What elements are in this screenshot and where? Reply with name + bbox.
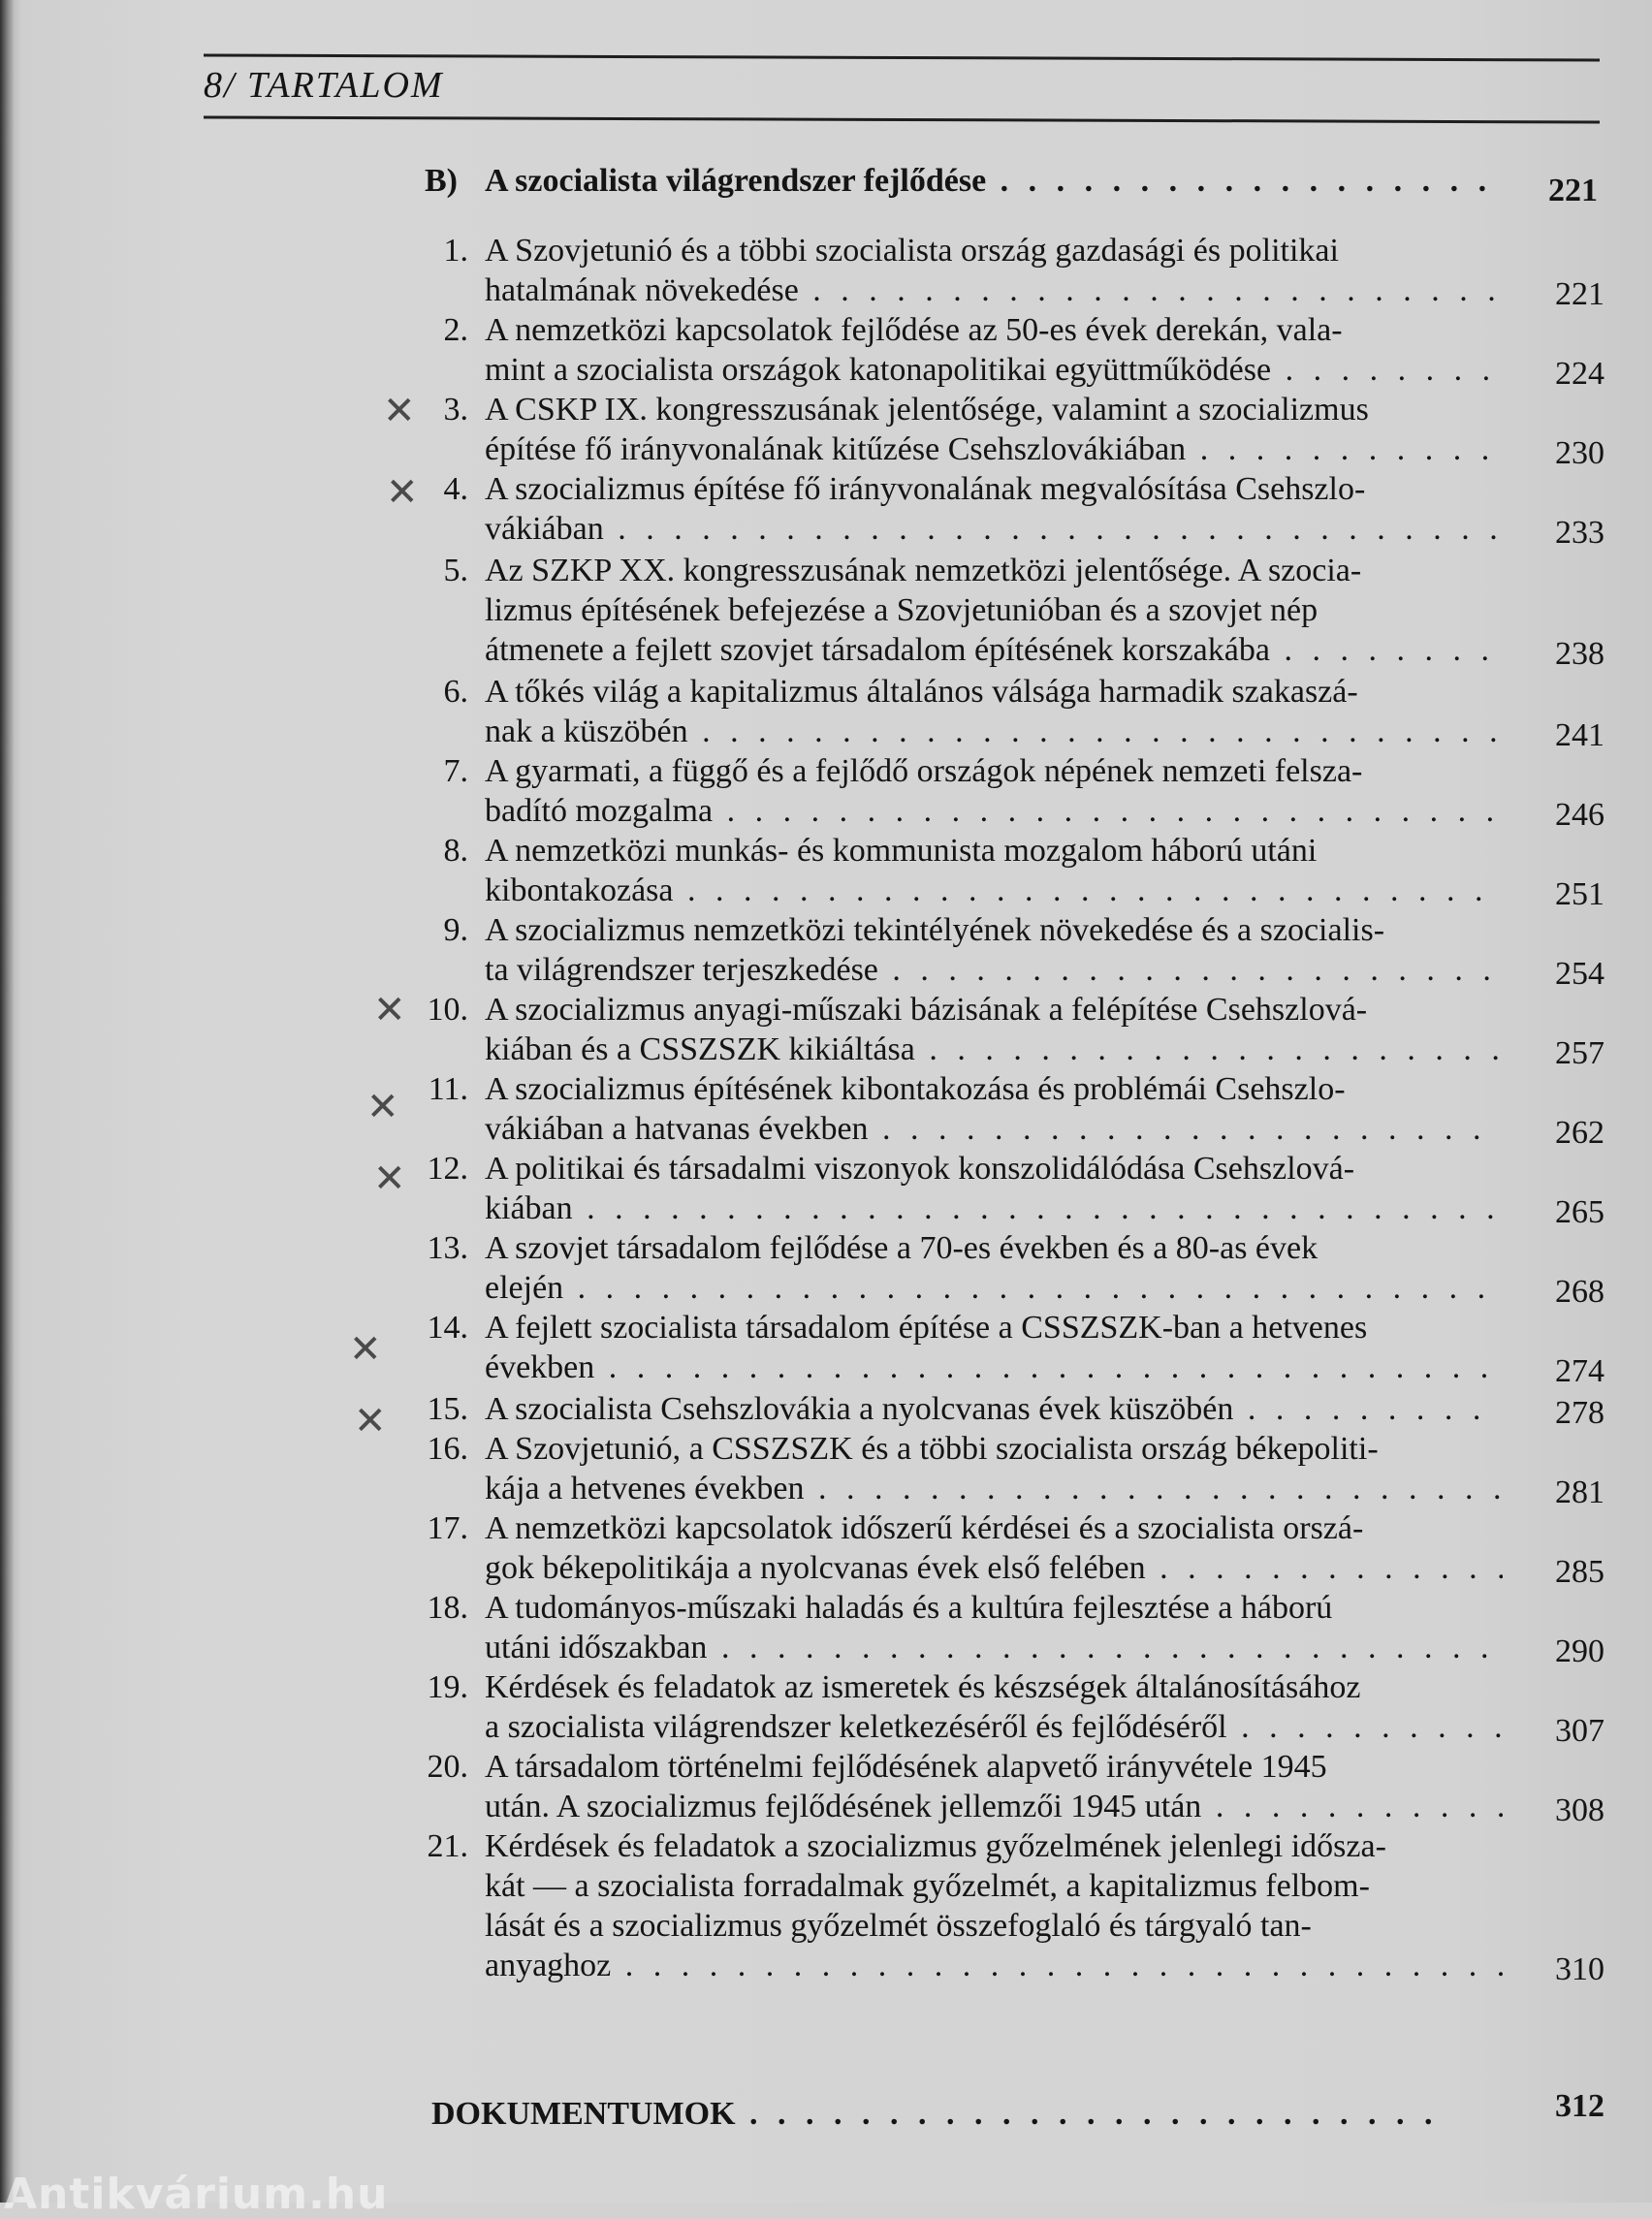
entry-title-line: anyaghoz . . . xyxy=(485,1946,1503,1985)
toc-entry xyxy=(0,469,1652,551)
entry-title xyxy=(485,1826,1503,1985)
pencil-x-mark-3: ✕ xyxy=(383,389,416,433)
entry-title-line: badító mozgalma . . . xyxy=(485,791,1503,831)
entry-title-line: hatalmának növekedése . . . xyxy=(485,270,1503,310)
entry-page-number: 221 xyxy=(1555,276,1604,312)
entry-number: 20. xyxy=(427,1749,468,1785)
entry-title-line: kiában . . . xyxy=(485,1189,1503,1228)
entry-title-line: vákiában a hatvanas években . . . xyxy=(485,1109,1503,1149)
section-page-number: 221 xyxy=(1548,173,1598,208)
entry-page-number: 241 xyxy=(1555,717,1604,753)
entry-title xyxy=(485,231,1503,310)
entry-title-line: gok békepolitikája a nyolcvanas évek első felében . . . xyxy=(485,1548,1503,1588)
book-spine-shadow xyxy=(0,0,14,2203)
entry-title xyxy=(485,1308,1503,1387)
entry-page-number: 251 xyxy=(1555,876,1604,912)
pencil-x-mark-10: ✕ xyxy=(373,988,406,1032)
pencil-x-mark-14: ✕ xyxy=(349,1327,382,1372)
section-title xyxy=(485,161,1503,201)
entry-page-number: 254 xyxy=(1555,956,1604,992)
entry-number: 13. xyxy=(427,1230,468,1266)
entry-title xyxy=(485,672,1503,751)
entry-title-line: a szocialista világrendszer keletkezéséről és fejlődéséről . . . xyxy=(485,1707,1503,1747)
entry-title-line: A Szovjetunió és a többi szocialista ország gazdasági és politikai xyxy=(485,233,1339,269)
entry-title xyxy=(485,1149,1503,1228)
toc-entry xyxy=(0,1389,1652,1431)
entry-number: 18. xyxy=(427,1590,468,1626)
entry-number: 21. xyxy=(427,1828,468,1864)
entry-number: 2. xyxy=(443,312,468,348)
entry-page-number: 246 xyxy=(1555,797,1604,833)
entry-title-line: A nemzetközi kapcsolatok fejlődése az 50-es évek derekán, vala- xyxy=(485,312,1343,348)
toc-entry xyxy=(0,1826,1652,1987)
entry-number: 8. xyxy=(443,833,468,869)
entry-page-number: 278 xyxy=(1555,1395,1604,1431)
toc-entry xyxy=(0,751,1652,833)
entry-page-number: 257 xyxy=(1555,1035,1604,1071)
entry-title xyxy=(485,1228,1503,1308)
entry-number: 7. xyxy=(443,753,468,789)
entry-title-line: A szocializmus nemzetközi tekintélyének növekedése és a szocialis- xyxy=(485,912,1385,948)
entry-title-line: kája a hetvenes években . . . xyxy=(485,1469,1503,1508)
entry-title-line: A tőkés világ a kapitalizmus általános válsága harmadik szakaszá- xyxy=(485,674,1358,710)
entry-number: 3. xyxy=(443,392,468,428)
entry-title-line: Kérdések és feladatok a szocializmus győzelmének jelenlegi idősza- xyxy=(485,1828,1386,1864)
entry-title-line: nak a küszöbén . . . xyxy=(485,712,1503,751)
entry-page-number: 233 xyxy=(1555,515,1604,551)
toc-entry xyxy=(0,1149,1652,1230)
running-header: 8/ TARTALOM xyxy=(204,65,444,106)
entry-title-line: A nemzetközi munkás- és kommunista mozgalom háború utáni xyxy=(485,833,1318,869)
entry-page-number: 238 xyxy=(1555,636,1604,672)
entry-page-number: 265 xyxy=(1555,1194,1604,1230)
toc-entry xyxy=(0,310,1652,392)
entry-title xyxy=(485,1667,1503,1747)
entry-number: 9. xyxy=(443,912,468,948)
entry-number: 19. xyxy=(427,1669,468,1705)
entry-title-line: A társadalom történelmi fejlődésének alapvető irányvétele 1945 xyxy=(485,1749,1327,1785)
entry-title xyxy=(485,551,1503,670)
entry-title-line: átmenete a fejlett szovjet társadalom építésének korszakába . . . xyxy=(485,630,1503,670)
entry-title xyxy=(485,990,1503,1069)
entry-number: 1. xyxy=(443,233,468,269)
entry-title xyxy=(485,751,1503,831)
toc-entry xyxy=(0,231,1652,312)
section-heading xyxy=(0,161,1652,208)
toc-entry xyxy=(0,1228,1652,1310)
entry-number: 15. xyxy=(427,1391,468,1427)
entry-title xyxy=(485,469,1503,549)
toc-entry xyxy=(0,1667,1652,1749)
header-rule-bottom xyxy=(204,115,1600,123)
entry-number: 12. xyxy=(427,1151,468,1187)
toc-entry xyxy=(0,390,1652,471)
section-title-text: A szocialista világrendszer fejlődése . . . xyxy=(485,161,1503,201)
toc-entry xyxy=(0,1747,1652,1828)
entry-title xyxy=(485,831,1503,910)
entry-title-line: DOKUMENTUMOK . . . xyxy=(431,2094,1449,2134)
header-rule-top xyxy=(204,53,1600,61)
entry-number: 5. xyxy=(443,553,468,588)
entry-title-line: kiában és a CSSZSZK kikiáltása . . . xyxy=(485,1030,1503,1069)
entry-title xyxy=(485,310,1503,390)
entry-title xyxy=(485,1747,1503,1826)
entry-title-line: A CSKP IX. kongresszusának jelentősége, valamint a szocializmus xyxy=(485,392,1369,428)
toc-entry xyxy=(0,831,1652,912)
entry-title-line: A szocialista Csehszlovákia a nyolcvanas évek küszöbén . . . xyxy=(485,1389,1503,1429)
toc-entry xyxy=(0,1588,1652,1669)
toc-entry xyxy=(0,672,1652,753)
entry-title xyxy=(485,390,1503,469)
entry-title-line: utáni időszakban . . . xyxy=(485,1628,1503,1667)
entry-title-line: mint a szocialista országok katonapolitikai együttműködése . . . xyxy=(485,350,1503,390)
entry-title-line: A szovjet társadalom fejlődése a 70-es években és a 80-as évek xyxy=(485,1230,1318,1266)
entry-page-number: 310 xyxy=(1555,1951,1604,1987)
entry-title xyxy=(485,1588,1503,1667)
toc-entry xyxy=(0,1508,1652,1590)
entry-number: 17. xyxy=(427,1510,468,1546)
entry-number: 10. xyxy=(427,992,468,1028)
entry-title xyxy=(485,1389,1503,1429)
entry-title-line: A fejlett szocialista társadalom építése a CSSZSZK-ban a hetvenes xyxy=(485,1310,1368,1346)
entry-title-line: lizmus építésének befejezése a Szovjetunióban és a szovjet nép xyxy=(485,592,1318,628)
entry-page-number: 262 xyxy=(1555,1115,1604,1151)
entry-title xyxy=(431,2094,1449,2134)
entry-title-line: Kérdések és feladatok az ismeretek és készségek általánosításához xyxy=(485,1669,1361,1705)
entry-title-line: kibontakozása . . . xyxy=(485,871,1503,910)
toc-entry xyxy=(0,1429,1652,1510)
entry-title-line: ta világrendszer terjeszkedése . . . xyxy=(485,950,1503,990)
entry-title-line: A Szovjetunió, a CSSZSZK és a többi szocialista ország békepoliti- xyxy=(485,1431,1379,1467)
toc-entry-dokumentumok xyxy=(0,2088,1652,2132)
entry-title-line: A gyarmati, a függő és a fejlődő országok népének nemzeti felsza- xyxy=(485,753,1363,789)
watermark: Antikvárium.hu xyxy=(4,2170,389,2219)
entry-page-number: 312 xyxy=(1555,2088,1604,2124)
entry-page-number: 307 xyxy=(1555,1713,1604,1749)
entry-title xyxy=(485,910,1503,990)
entry-number: 16. xyxy=(427,1431,468,1467)
entry-title-line: A tudományos-műszaki haladás és a kultúra fejlesztése a háború xyxy=(485,1590,1333,1626)
entry-title xyxy=(485,1429,1503,1508)
entry-title-line: A szocializmus építése fő irányvonalának megvalósítása Csehszlo- xyxy=(485,471,1366,507)
entry-number: 11. xyxy=(428,1071,468,1107)
entry-page-number: 274 xyxy=(1555,1353,1604,1389)
entry-page-number: 308 xyxy=(1555,1792,1604,1828)
entry-title-line: vákiában . . . xyxy=(485,509,1503,549)
entry-title-line: lását és a szocializmus győzelmét összefoglaló és tárgyaló tan- xyxy=(485,1908,1312,1944)
pencil-x-mark-11: ✕ xyxy=(366,1085,399,1129)
entry-title xyxy=(485,1508,1503,1588)
entry-number: 14. xyxy=(427,1310,468,1346)
toc-entry xyxy=(0,990,1652,1071)
entry-page-number: 268 xyxy=(1555,1274,1604,1310)
entry-page-number: 285 xyxy=(1555,1554,1604,1590)
entry-title-line: után. A szocializmus fejlődésének jellemzői 1945 után . . . xyxy=(485,1787,1503,1826)
entry-title-line: kát — a szocialista forradalmak győzelmét, a kapitalizmus felbom- xyxy=(485,1868,1370,1904)
toc-entry xyxy=(0,1308,1652,1389)
toc-entry xyxy=(0,551,1652,672)
toc-entry xyxy=(0,910,1652,992)
entry-page-number: 224 xyxy=(1555,356,1604,392)
entry-page-number: 290 xyxy=(1555,1633,1604,1669)
entry-title-line: A szocializmus építésének kibontakozása és problémái Csehszlo- xyxy=(485,1071,1346,1107)
entry-number: 6. xyxy=(443,674,468,710)
entry-title-line: években . . . xyxy=(485,1347,1503,1387)
entry-number: 4. xyxy=(443,471,468,507)
pencil-x-mark-15: ✕ xyxy=(354,1399,387,1443)
toc-entry xyxy=(0,1069,1652,1151)
entry-title-line: elején . . . xyxy=(485,1268,1503,1308)
entry-page-number: 281 xyxy=(1555,1474,1604,1510)
section-label: B) xyxy=(425,163,458,199)
entry-title-line: A nemzetközi kapcsolatok időszerű kérdései és a szocialista orszá- xyxy=(485,1510,1364,1546)
pencil-x-mark-4: ✕ xyxy=(386,470,419,515)
entry-title-line: A szocializmus anyagi-műszaki bázisának a felépítése Csehszlová- xyxy=(485,992,1368,1028)
entry-title xyxy=(485,1069,1503,1149)
entry-title-line: A politikai és társadalmi viszonyok konszolidálódása Csehszlová- xyxy=(485,1151,1355,1187)
pencil-x-mark-12: ✕ xyxy=(373,1157,406,1201)
entry-title-line: Az SZKP XX. kongresszusának nemzetközi jelentősége. A szocia- xyxy=(485,553,1362,588)
entry-title-line: építése fő irányvonalának kitűzése Csehszlovákiában . . . xyxy=(485,429,1503,469)
entry-page-number: 230 xyxy=(1555,435,1604,471)
